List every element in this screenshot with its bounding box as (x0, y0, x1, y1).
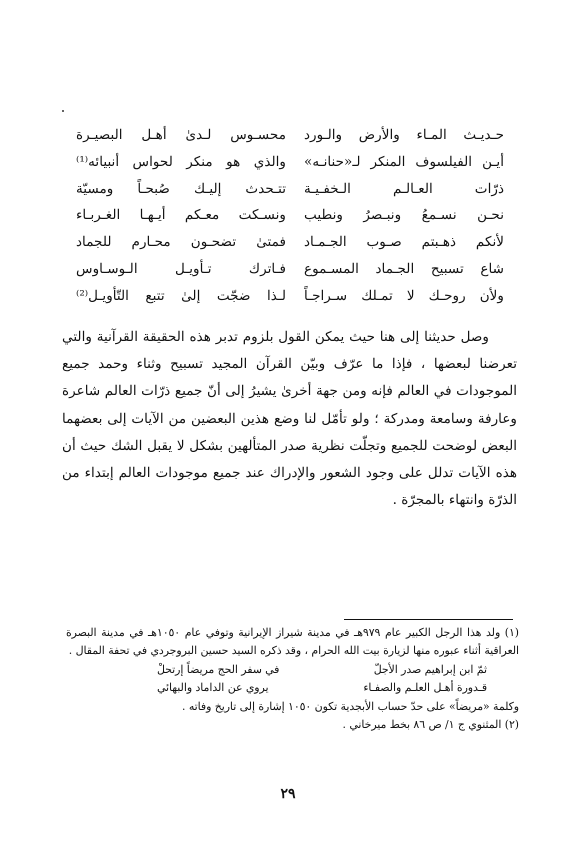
poem-verse (76, 283, 504, 310)
verse-hemistich-right: ذرّات العـالـم الـخفـيـة (304, 180, 504, 197)
poem-verse (76, 229, 504, 256)
footnote-verse-left: في سفر الحج مريضاً إرتحلْ (157, 662, 280, 676)
poem-verse (76, 149, 504, 176)
verse-hemistich-left: ونسـكت معـكم أيـهـا الغـربـاء (76, 207, 286, 224)
verse-hemistich-left: محسـوس لـدىٰ أهـل البصيـرة (76, 127, 286, 143)
verse-hemistich-right: شاع تسبيح الجـماد المسـموع (304, 260, 504, 277)
verse-hemistich-right: لأنكم ذهـبتم صـوب الجـمـاد (304, 234, 504, 251)
footnote-verse-right: قـدورة أهـل العلـم والصفـاء (363, 681, 487, 695)
footnotes (66, 624, 519, 734)
footnote-1: (١) ولد هذا الرجل الكبير عام ٩٧٩هـ في مدينة شيراز الإيرانية وتوفي عام ١٠٥٠هـ في مدينة البصرة العراقية أثناء عبوره منها لزيارة بيت الله الحرام ، وقد ذكره السيد حسين البروجردي في تحفة المقال . (66, 626, 520, 658)
footnote-verse-left: يروي عن الداماد والبهائي (157, 681, 269, 695)
footnote-2: (٢) المثنوي ج ١/ ص ٨٦ بخط ميرخاني . (342, 718, 519, 732)
footnote-verse (157, 679, 487, 697)
page-number: ٢٩ (280, 786, 296, 802)
verse-hemistich-left: تتـحدث إليـك صُبحـاً ومسيّة (76, 180, 286, 197)
poem-block (76, 122, 504, 310)
verse-hemistich-left: والذي هو منكر لحواس أنبيائه⁽¹⁾ (76, 153, 286, 170)
poem-verse (76, 122, 504, 149)
footnote-verse (157, 661, 487, 679)
poem-verse (76, 176, 504, 203)
verse-hemistich-left: فـاترك تـأويـل الـوسـاوس (76, 260, 286, 277)
margin-dot (62, 110, 64, 112)
footnote-separator (344, 619, 513, 620)
footnote-verse-right: ثمّ ابن إبراهيم صدر الأجلّ (373, 662, 487, 676)
verse-hemistich-left: فمتىٰ تضحـون محـارم للجماد (76, 234, 286, 251)
poem-verse (76, 256, 504, 283)
footnote-1-note: وكلمة «مريضاً» على حدّ حساب الأبجدية تكون ١٠٥٠ إشارة إلى تاريخ وفاته . (181, 699, 519, 713)
verse-hemistich-right: أيـن الفيلسوف المنكر لـ«حنانـه» (304, 153, 504, 170)
verse-hemistich-right: نحـن نسـمعُ ونبـصرُ ونطيب (304, 207, 504, 224)
poem-verse (76, 202, 504, 229)
verse-hemistich-right: حـديـث المـاء والأرض والـورد (304, 127, 504, 143)
verse-hemistich-left: لـذا ضجّت إلىٰ تتبع التّأويـل⁽²⁾ (76, 287, 286, 304)
verse-hemistich-right: ولأن روحـك لا تمـلك سـراجـاً (304, 287, 504, 304)
body-paragraph: وصل حديثنا إلى هنا حيث يمكن القول بلزوم تدبر هذه الحقيقة القرآنية والتي تعرضنا لبعضها ، فإذا ما عرّف وبيّن القرآن المجيد تسبيح وثناء وحمد جميع الموجودات في العالم فإنه ومن جهة أخرىٰ يشيرُ إلى أنّ جميع ذرّات العالم شاعرة وعارفة وسامعة ومدركة ؛ ولو تأمّل لنا وضع هذين البعضين من الآيات إلى بعضهما البعض لوضحت للجميع وتجلّت نظرية صدر المتألهين بشكل لا يقبل الشك حيث أن هذه الآيات تدلل على وجود الشعور والإدراك عند جميع موجودات العالم إبتداء من الذرّة وانتهاء بالمجرّة . (62, 329, 517, 509)
body-text (62, 324, 517, 514)
